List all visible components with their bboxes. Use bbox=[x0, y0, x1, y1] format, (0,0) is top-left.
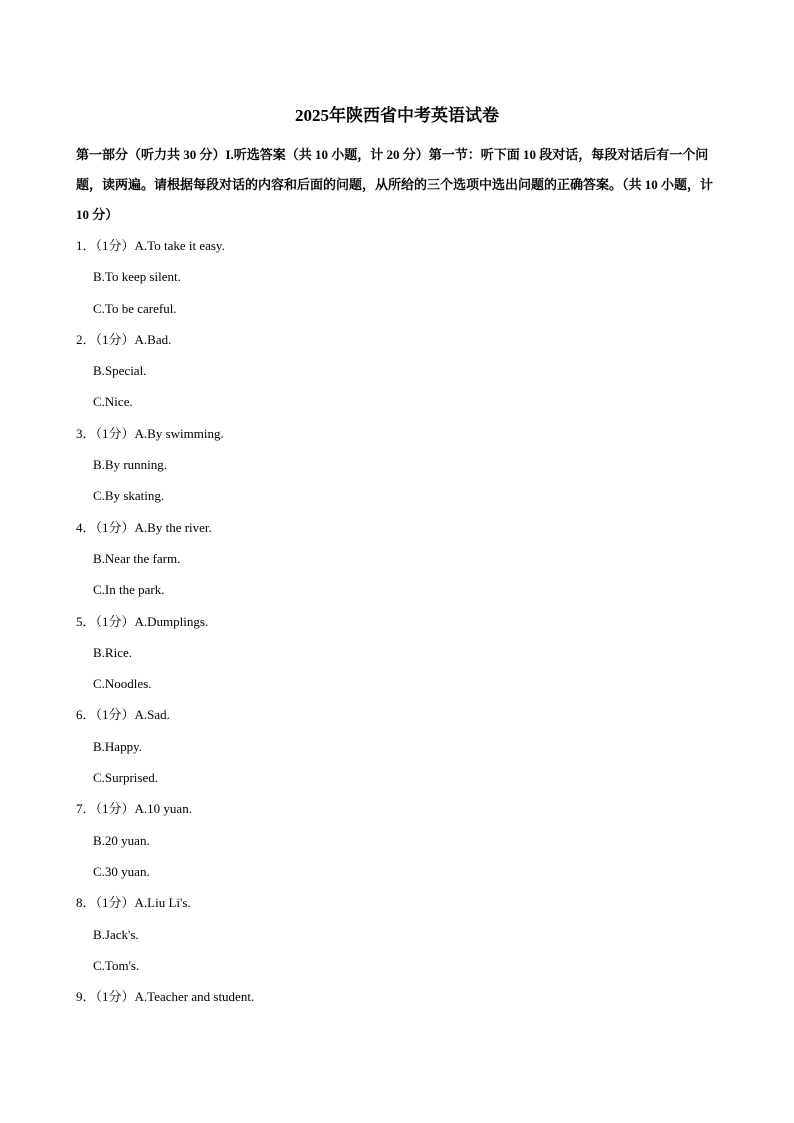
question-line bbox=[76, 512, 726, 543]
question-score: （1分） bbox=[95, 613, 135, 629]
question-score: （1分） bbox=[95, 707, 135, 723]
option-line bbox=[76, 950, 726, 981]
question-number: 9． bbox=[76, 989, 96, 1005]
option-line bbox=[76, 543, 726, 574]
answer-option: C.By skating. bbox=[93, 488, 165, 504]
answer-option: A.Sad. bbox=[134, 707, 170, 723]
option-line bbox=[76, 293, 726, 324]
answer-option: C.Nice. bbox=[93, 394, 133, 410]
answer-option: B.20 yuan. bbox=[93, 832, 150, 848]
answer-option: C.In the park. bbox=[93, 582, 165, 598]
answer-option: C.Tom's. bbox=[93, 957, 140, 973]
option-line bbox=[76, 355, 726, 386]
question-number: 8． bbox=[76, 895, 96, 911]
answer-option: A.To take it easy. bbox=[134, 238, 225, 253]
answer-option: C.To be careful. bbox=[93, 300, 177, 316]
question-line bbox=[76, 981, 726, 1012]
answer-option: C.30 yuan. bbox=[93, 863, 150, 879]
question-score: （1分） bbox=[95, 895, 135, 911]
option-line bbox=[76, 480, 726, 511]
option-line bbox=[76, 856, 726, 887]
question-score: （1分） bbox=[95, 989, 135, 1005]
question-line bbox=[76, 324, 726, 355]
answer-option: B.Happy. bbox=[93, 738, 142, 754]
option-line bbox=[76, 449, 726, 480]
answer-option: B.Rice. bbox=[93, 644, 132, 660]
option-line bbox=[76, 637, 726, 668]
question-line bbox=[76, 699, 726, 730]
question-number: 4． bbox=[76, 519, 96, 535]
answer-option: A.By the river. bbox=[134, 519, 212, 535]
question-number: 3． bbox=[76, 425, 96, 441]
section-instructions: 第一部分（听力共 30 分）I.听选答案（共 10 小题，计 20 分）第一节：听下面 10 段对话，每段对话后有一个问题，读两遍。请根据每段对话的内容和后面的问题，从所给的三个选项中选出问题的正确答案。（共 10 小题，计 10 分） bbox=[76, 147, 714, 222]
answer-option: A.10 yuan. bbox=[134, 801, 192, 817]
question-number: 5． bbox=[76, 613, 96, 629]
question-list bbox=[76, 230, 726, 1012]
answer-option: A.Teacher and student. bbox=[134, 989, 255, 1005]
option-line bbox=[76, 574, 726, 605]
question-line bbox=[76, 606, 726, 637]
answer-option: A.Liu Li's. bbox=[134, 895, 191, 911]
question-score: （1分） bbox=[95, 425, 135, 441]
answer-option: B.By running. bbox=[93, 457, 168, 473]
option-line bbox=[76, 386, 726, 417]
question-number: 1． bbox=[76, 238, 96, 253]
option-line bbox=[76, 762, 726, 793]
option-line bbox=[76, 731, 726, 762]
option-line bbox=[76, 919, 726, 950]
option-line bbox=[76, 825, 726, 856]
question-score: （1分） bbox=[95, 331, 135, 347]
answer-option: A.By swimming. bbox=[134, 425, 224, 441]
question-score: （1分） bbox=[95, 519, 135, 535]
answer-option: B.Jack's. bbox=[93, 926, 139, 942]
question-line bbox=[76, 887, 726, 918]
answer-option: B.To keep silent. bbox=[93, 269, 181, 285]
question-score: （1分） bbox=[95, 801, 135, 817]
option-line bbox=[76, 668, 726, 699]
answer-option: A.Dumplings. bbox=[134, 613, 209, 629]
answer-option: C.Noodles. bbox=[93, 676, 152, 692]
answer-option: A.Bad. bbox=[134, 331, 172, 347]
answer-option: C.Surprised. bbox=[93, 770, 158, 786]
question-line bbox=[76, 230, 726, 261]
question-number: 2． bbox=[76, 331, 96, 347]
question-number: 6． bbox=[76, 707, 96, 723]
question-score: （1分） bbox=[95, 238, 135, 253]
page-title: 2025年陕西省中考英语试卷 bbox=[295, 106, 499, 125]
option-line bbox=[76, 261, 726, 292]
answer-option: B.Special. bbox=[93, 363, 147, 379]
question-number: 7． bbox=[76, 801, 96, 817]
question-line bbox=[76, 793, 726, 824]
question-line bbox=[76, 418, 726, 449]
answer-option: B.Near the farm. bbox=[93, 550, 181, 566]
